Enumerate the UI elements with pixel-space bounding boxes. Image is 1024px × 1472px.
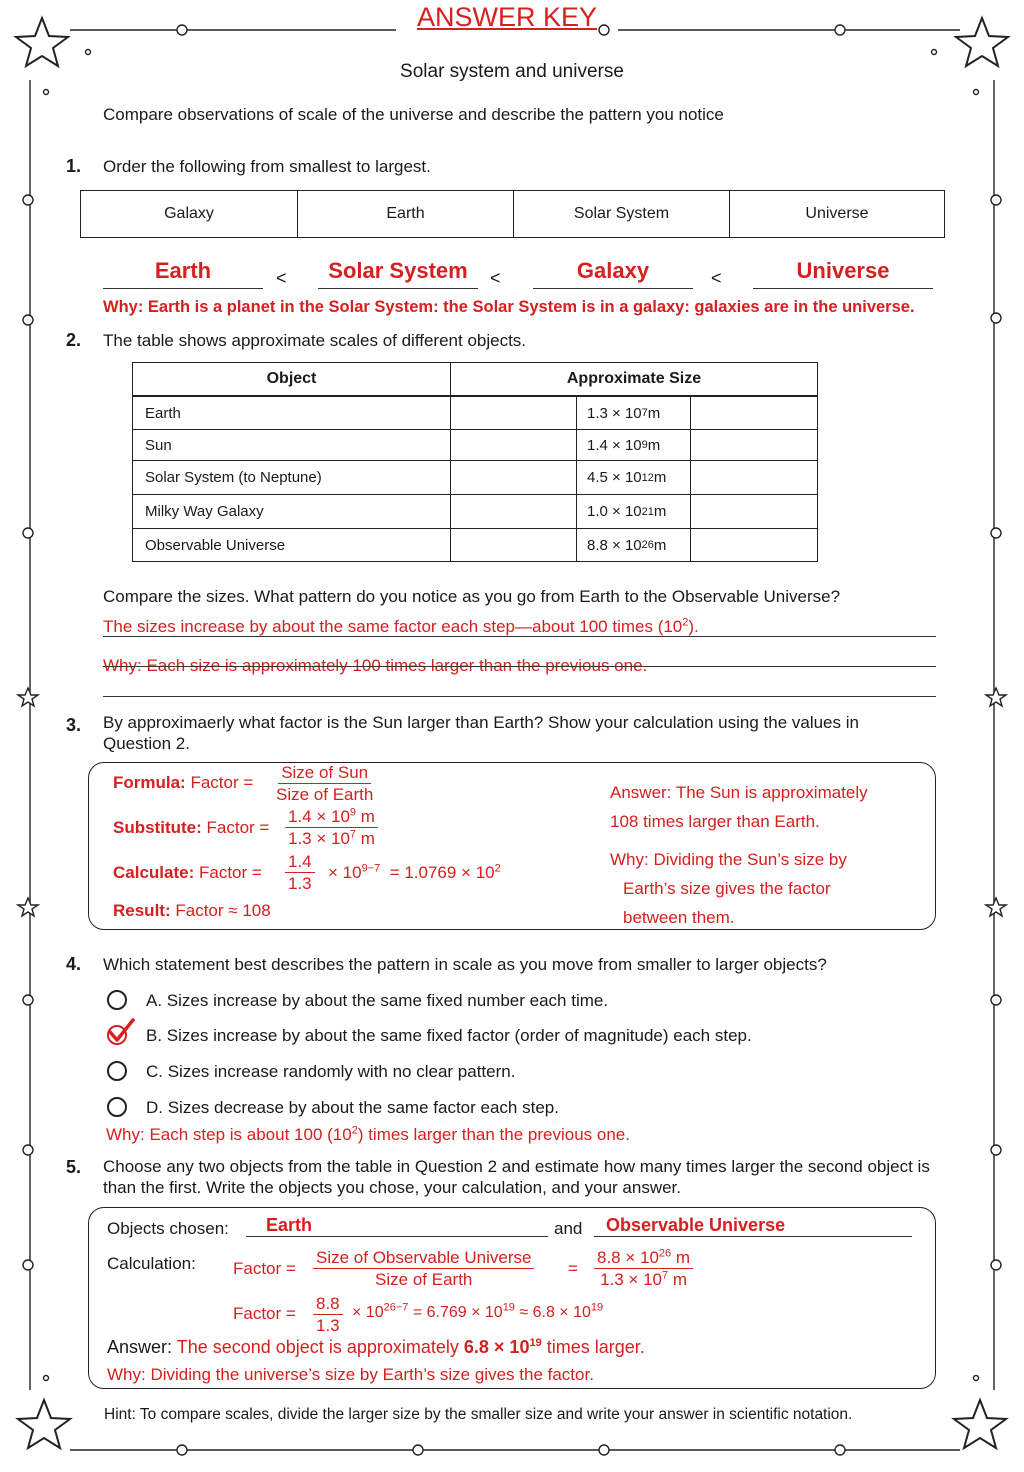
substitute-fraction: [285, 806, 378, 849]
formula-label: Formula:: [113, 773, 186, 792]
q4-text: Which statement best describes the pattern in scale as you move from smaller to larger objects?: [103, 955, 827, 974]
q2-answer-text: The sizes increase by about the same factor each step—about 100 times (10: [103, 617, 683, 636]
formula-numerator: Size of Sun: [278, 762, 371, 784]
q1-text: Order the following from smallest to largest.: [103, 157, 431, 176]
factor-eq: Factor =: [190, 773, 254, 792]
q5-calc-expression: × $10^{26-7} = 6.769 \times 10^{19} \approx 6.8 \times 10^{19}$: [352, 1301, 604, 1321]
q1-why: Why: Earth is a planet in the Solar System: the Solar System is in a galaxy: galaxies are in the universe.: [103, 298, 915, 316]
option-c-radio[interactable]: [107, 1061, 127, 1081]
table-cell-size: 1.3 × 10 7 m: [576, 396, 691, 430]
q3-result-row: [113, 901, 271, 921]
less-than-symbol: <: [276, 268, 287, 288]
table-cell-spacer: [450, 460, 577, 495]
option-d-label: D. Sizes decrease by about the same factor each step.: [146, 1098, 559, 1117]
table-cell-object: Solar System (to Neptune): [132, 460, 451, 495]
factor-eq: Factor =: [233, 1304, 296, 1323]
answer-line: [103, 696, 936, 697]
table-cell-spacer: [450, 494, 577, 529]
table-cell-size: 8.8 × 10 26 m: [576, 528, 691, 562]
object-2: Observable Universe: [606, 1215, 786, 1235]
q5-number: 5.: [66, 1157, 82, 1177]
table-cell-spacer: [450, 429, 577, 461]
q1-answer: Earth: [154, 258, 212, 283]
table-cell-spacer: [690, 429, 818, 461]
q1-option-cell: Solar System: [513, 190, 730, 238]
q2-text: The table shows approximate scales of different objects.: [103, 331, 527, 350]
page-subtitle: Solar system and universe: [400, 61, 624, 82]
answer-line: [103, 666, 936, 667]
q1-answer: Universe: [796, 258, 890, 283]
q4-number: 4.: [66, 954, 82, 974]
table-cell-spacer: [690, 396, 818, 430]
q3-answer-text: Answer: The Sun is approximately 108 times larger than Earth.: [610, 783, 868, 831]
result-text: Factor ≈ 108: [175, 901, 271, 920]
q3-calculate-row: [113, 863, 262, 883]
table-cell-spacer: [690, 494, 818, 529]
object-1: Earth: [266, 1215, 313, 1235]
calculate-numerator: 1.4: [285, 851, 315, 873]
page-title: ANSWER KEY: [416, 2, 598, 32]
table-cell-spacer: [450, 528, 577, 562]
table-cell-object: Observable Universe: [132, 528, 451, 562]
result-label: Result:: [113, 901, 171, 920]
calculation-label: Calculation:: [107, 1254, 196, 1273]
answer-line: [103, 288, 263, 289]
option-b-label: B. Sizes increase by about the same fixed factor (order of magnitude) each step.: [146, 1026, 752, 1045]
intro-text: Compare observations of scale of the universe and describe the pattern you notice: [103, 105, 724, 124]
less-than-symbol: <: [490, 268, 501, 288]
table-header: Approximate Size: [450, 362, 818, 396]
answer-line: [594, 1236, 912, 1237]
table-header: Object: [132, 362, 451, 396]
q5-why: Why: Dividing the universe’s size by Earth’s size gives the factor.: [107, 1365, 594, 1384]
table-cell-size: 1.0 × 10 21 m: [576, 494, 691, 529]
answer-line: [103, 636, 936, 637]
substitute-denominator: $1.3 \times 10^7$ m: [288, 828, 375, 848]
q1-answer: Solar System: [328, 258, 468, 283]
option-c-label: C. Sizes increase randomly with no clear pattern.: [146, 1062, 516, 1081]
table-cell-size: 4.5 × 10 12 m: [576, 460, 691, 495]
q2-answer-exp: 2: [682, 616, 689, 629]
q2-why: Why: Each size is approximately 100 times larger than the previous one.: [103, 656, 648, 675]
formula-denominator: Size of Earth: [276, 785, 374, 804]
q3-formula-row: [113, 773, 253, 793]
table-cell-spacer: [690, 528, 818, 562]
q5-text: Choose any two objects from the table in Question 2 and estimate how many times larger the second object is than the first. Write the objects you chose, your calculation, and your answer.: [103, 1157, 930, 1197]
table-cell-spacer: [690, 460, 818, 495]
q5-values-fraction: $\frac{8.8 \times 10^{26} m}{1.3 \times 10^7 m}$: [594, 1247, 693, 1290]
q2-compare-text: Compare the sizes. What pattern do you notice as you go from Earth to the Observable Universe?: [103, 587, 841, 606]
q1-option-cell: Galaxy: [80, 190, 298, 238]
q1-option-cell: Universe: [729, 190, 945, 238]
hint-text: Hint: To compare scales, divide the larger size by the smaller size and write your answer in scientific notation.: [104, 1406, 853, 1423]
answer-line: [318, 288, 478, 289]
table-cell-object: Earth: [132, 396, 451, 430]
table-cell-object: Milky Way Galaxy: [132, 494, 451, 529]
calculate-denominator: 1.3: [288, 874, 312, 893]
q3-why-text: Why: Dividing the Sun’s size by Earth’s size gives the factor between them.: [610, 850, 847, 927]
factor-eq: Factor =: [206, 818, 270, 837]
table-cell-size: 1.4 × 10 9 m: [576, 429, 691, 461]
q1-number: 1.: [66, 156, 82, 176]
checkmark-icon: [104, 1016, 136, 1048]
q3-substitute-row: [113, 818, 269, 838]
option-a-label: A. Sizes increase by about the same fixed number each time.: [146, 991, 609, 1010]
q1-answer: Galaxy: [576, 258, 650, 283]
option-a-radio[interactable]: [107, 990, 127, 1010]
table-cell-spacer: [450, 396, 577, 430]
q3-text: By approximaerly what factor is the Sun larger than Earth? Show your calculation using the values in Question 2.: [103, 713, 859, 753]
substitute-label: Substitute:: [113, 818, 202, 837]
q3-number: 3.: [66, 715, 82, 735]
q2-answer-end: ).: [688, 617, 699, 636]
q4-why: Why: Each step is about 100 $(10^2)$ times larger than the previous one.: [106, 1124, 630, 1144]
calculate-fraction: [285, 851, 315, 894]
calculate-label: Calculate:: [113, 863, 195, 882]
equals-sign: =: [568, 1259, 578, 1278]
formula-fraction: [273, 762, 376, 805]
q5-answer: Answer: The second object is approximately $6.8 \times 10^{19}$ times larger.: [107, 1337, 645, 1357]
objects-chosen-label: Objects chosen:: [107, 1219, 229, 1238]
answer-line: [753, 288, 933, 289]
less-than-symbol: <: [711, 268, 722, 288]
q2-answer: [103, 617, 699, 637]
q1-option-cell: Earth: [297, 190, 514, 238]
factor-eq: Factor =: [198, 863, 262, 882]
q2-number: 2.: [66, 330, 82, 350]
calculate-expression: × $10^{9-7} = 1.0769 \times 10^2$: [328, 862, 501, 882]
q5-formula-fraction: Size of Observable Universe Size of Earth: [313, 1247, 534, 1290]
q5-calc-fraction: $\frac{8.8}{1.3}$: [313, 1293, 343, 1336]
table-cell-object: Sun: [132, 429, 451, 461]
and-text: and: [554, 1219, 583, 1238]
factor-eq: Factor =: [233, 1259, 296, 1278]
answer-line: [533, 288, 693, 289]
answer-line: [246, 1236, 548, 1237]
option-d-radio[interactable]: [107, 1097, 127, 1117]
substitute-numerator: $1.4 \times 10^9$ m: [285, 806, 378, 828]
